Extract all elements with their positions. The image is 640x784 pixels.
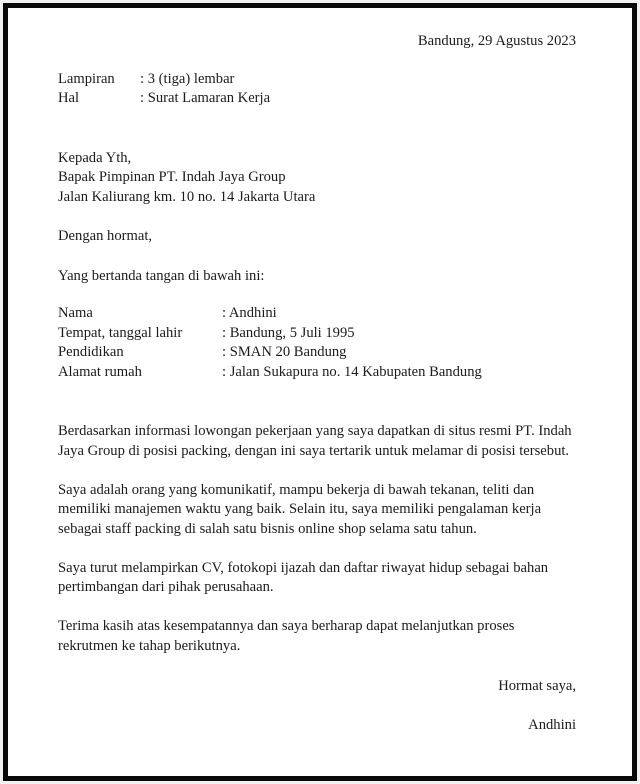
- closing: Hormat saya,: [498, 678, 576, 694]
- data-row-ttl: [58, 324, 576, 344]
- intro-line: Yang bertanda tangan di bawah ini:: [58, 267, 265, 284]
- personal-data-table: [58, 304, 576, 382]
- lampiran-row: [58, 70, 576, 90]
- data-value-nama: : Andhini: [222, 305, 277, 321]
- recipient-line-3: Jalan Kaliurang km. 10 no. 14 Jakarta Utara: [58, 188, 316, 205]
- letter-meta-block: [58, 70, 576, 109]
- hal-value: : Surat Lamaran Kerja: [140, 90, 271, 106]
- data-label-nama: Nama: [58, 305, 93, 321]
- lampiran-value: : 3 (tiga) lembar: [140, 70, 235, 87]
- recipient-line-1: Kepada Yth,: [58, 149, 132, 166]
- data-row-pendidikan: [58, 343, 576, 363]
- lampiran-label: Lampiran: [58, 70, 115, 87]
- body-paragraph-2: Saya adalah orang yang komunikatif, mampu bekerja di bawah tekanan, teliti dan memiliki manajemen waktu yang baik. Selain itu, saya memiliki pengalaman kerja sebagai staff packing di salah satu bisnis online shop selama satu tahun.: [58, 481, 542, 537]
- recipient-block: [58, 149, 576, 208]
- data-label-alamat: Alamat rumah: [58, 363, 142, 380]
- hal-row: [58, 89, 576, 109]
- data-label-ttl: Tempat, tanggal lahir: [58, 324, 183, 341]
- recipient-line-2: Bapak Pimpinan PT. Indah Jaya Group: [58, 169, 286, 185]
- salutation: Dengan hormat,: [58, 228, 153, 244]
- signature-name: Andhini: [528, 717, 576, 733]
- data-value-pendidikan: : SMAN 20 Bandung: [222, 344, 347, 360]
- body-paragraph-1: Berdasarkan informasi lowongan pekerjaan yang saya dapatkan di situs resmi PT. Indah Jaya Group di posisi packing, dengan ini saya tertarik untuk melamar di posisi tersebut.: [58, 423, 572, 459]
- body-paragraph-4: Terima kasih atas kesempatannya dan saya berharap dapat melanjutkan proses rekrutmen ke tahap berikutnya.: [58, 618, 515, 654]
- letter-date: Bandung, 29 Agustus 2023: [417, 33, 576, 49]
- data-row-alamat: [58, 363, 576, 383]
- body-paragraph-3: Saya turut melampirkan CV, fotokopi ijazah dan daftar riwayat hidup sebagai bahan pertimbangan dari pihak perusahaan.: [58, 559, 549, 595]
- data-row-nama: [58, 304, 576, 324]
- letter-page: [3, 3, 637, 781]
- data-label-pendidikan: Pendidikan: [58, 344, 124, 360]
- data-value-alamat: : Jalan Sukapura no. 14 Kabupaten Bandung: [222, 363, 482, 380]
- data-value-ttl: : Bandung, 5 Juli 1995: [222, 324, 355, 341]
- hal-label: Hal: [58, 90, 80, 106]
